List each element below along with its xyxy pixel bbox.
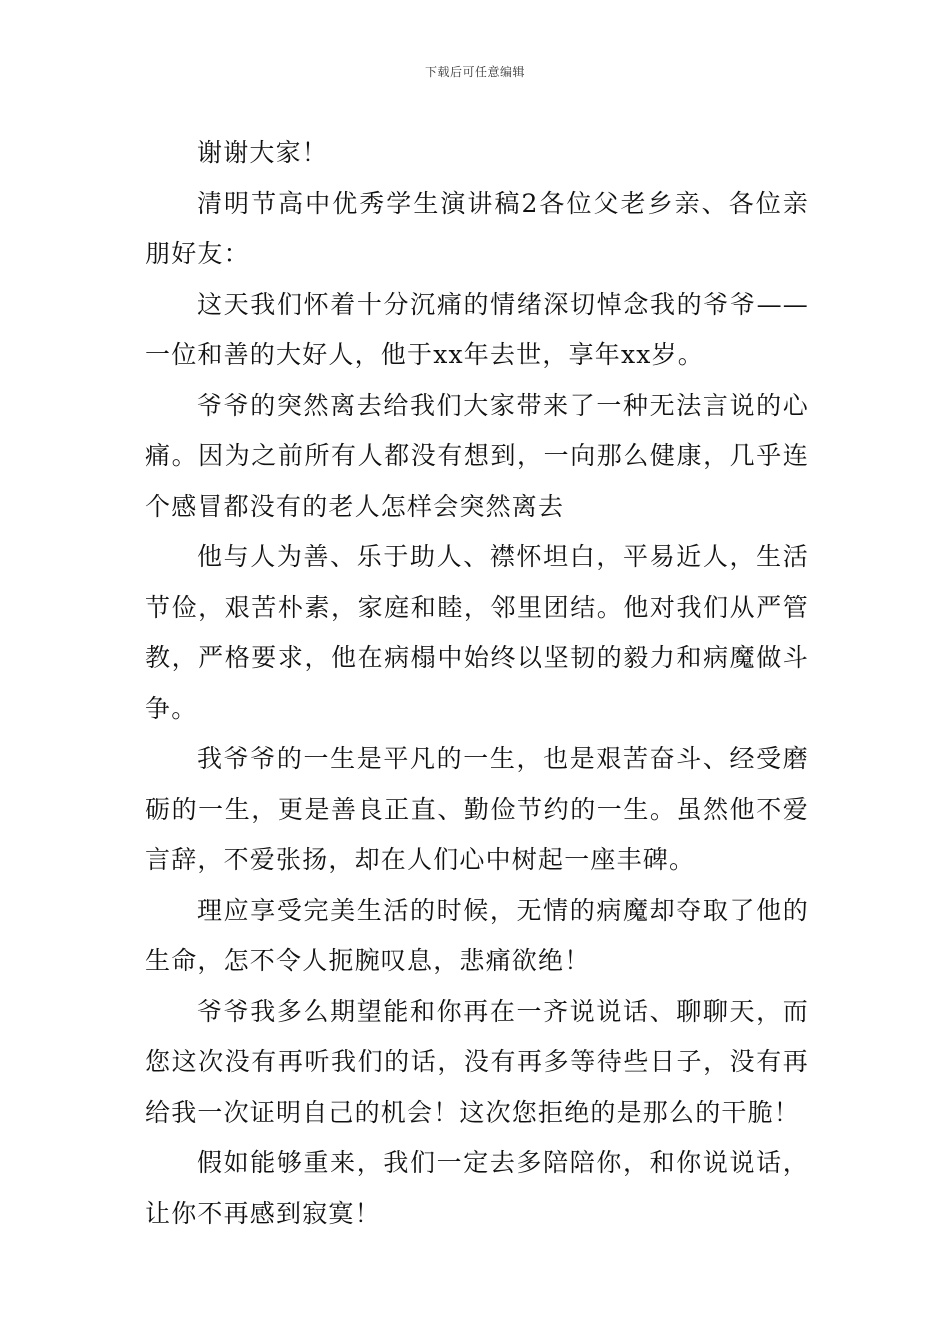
paragraph-longing: 爷爷我多么期望能和你再在一齐说说话、聊聊天，而您这次没有再听我们的话，没有再多等待些日子，没有再给我一次证明自己的机会！这次您拒绝的是那么的干脆！ <box>145 996 809 1127</box>
paragraph-wish: 假如能够重来，我们一定去多陪陪你，和你说说话，让你不再感到寂寞！ <box>145 1148 809 1228</box>
paragraph-title-greeting: 清明节高中优秀学生演讲稿2各位父老乡亲、各位亲朋好友： <box>145 188 809 268</box>
page-header-note: 下载后可任意编辑 <box>424 65 525 79</box>
document-body <box>145 128 809 1239</box>
paragraph-grief: 理应享受完美生活的时候，无情的病魔却夺取了他的生命，怎不令人扼腕叹息，悲痛欲绝！ <box>145 895 809 975</box>
paragraph-life-summary: 我爷爷的一生是平凡的一生，也是艰苦奋斗、经受磨砺的一生，更是善良正直、勤俭节约的一生。虽然他不爱言辞，不爱张扬，却在人们心中树起一座丰碑。 <box>145 744 809 874</box>
paragraph-thanks: 谢谢大家！ <box>197 138 329 167</box>
paragraph-character: 他与人为善、乐于助人、襟怀坦白，平易近人，生活节俭，艰苦朴素，家庭和睦，邻里团结。他对我们从严管教，严格要求，他在病榻中始终以坚韧的毅力和病魔做斗争。 <box>145 542 809 723</box>
paragraph-sudden-loss: 爷爷的突然离去给我们大家带来了一种无法言说的心痛。因为之前所有人都没有想到，一向那么健康，几乎连个感冒都没有的老人怎样会突然离去 <box>145 390 809 521</box>
paragraph-mourning-intro: 这天我们怀着十分沉痛的情绪深切悼念我的爷爷——一位和善的大好人，他于xx年去世，享年xx岁。 <box>145 289 809 369</box>
